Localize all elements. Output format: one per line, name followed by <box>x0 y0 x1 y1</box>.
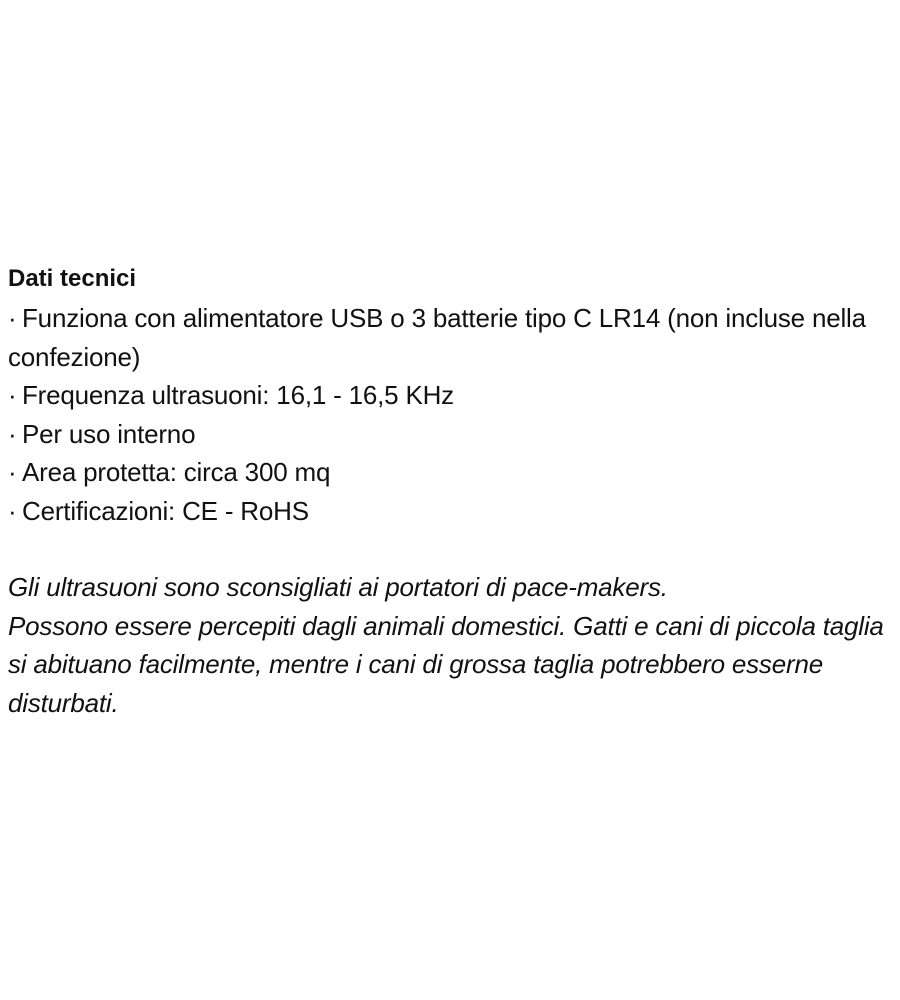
bullet-icon: · <box>8 457 17 487</box>
spec-item: · Area protetta: circa 300 mq <box>8 453 894 492</box>
product-specs <box>8 262 894 722</box>
bullet-icon: · <box>8 495 17 526</box>
spec-list <box>8 299 894 530</box>
section-title: Dati tecnici <box>8 265 137 292</box>
note-line-pets: Possono essere percepiti dagli animali domestici. Gatti e cani di piccola taglia si abituano facilmente, mentre i cani di grossa taglia potrebbero esserne disturbati. <box>8 610 884 718</box>
spec-item: · Frequenza ultrasuoni: 16,1 - 16,5 KHz <box>8 376 894 415</box>
warning-note <box>8 568 894 722</box>
spec-item: · Funziona con alimentatore USB o 3 batterie tipo C LR14 (non incluse nella confezione) <box>8 299 894 376</box>
bullet-icon: · <box>8 418 17 449</box>
bullet-icon: · <box>8 303 17 333</box>
spec-item: · Per uso interno <box>8 415 894 454</box>
bullet-icon: · <box>8 380 17 410</box>
note-line-pacemaker: Gli ultrasuoni sono sconsigliati ai portatori di pace-makers. <box>8 572 668 602</box>
spec-item: · Certificazioni: CE - RoHS <box>8 492 894 531</box>
